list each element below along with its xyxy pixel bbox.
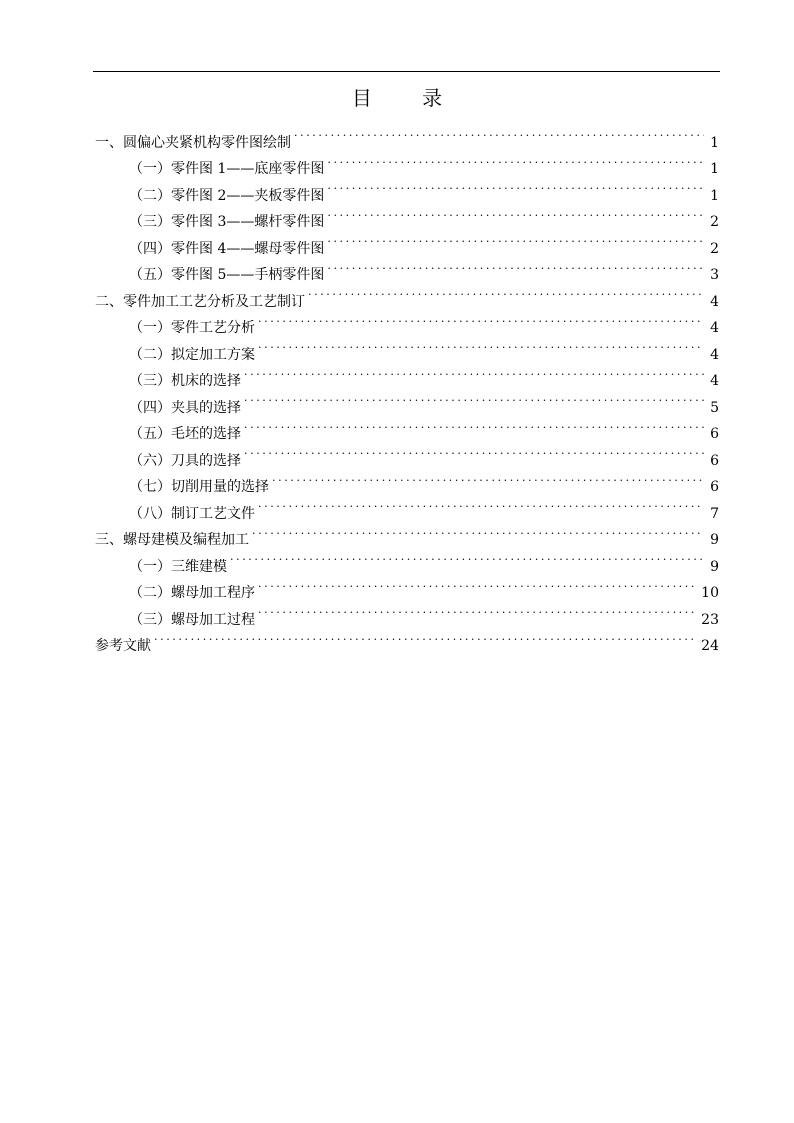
toc-entry-label: （二）拟定加工方案 — [129, 346, 255, 363]
toc-leader-dots — [258, 571, 695, 598]
toc-entry-page: 24 — [701, 638, 719, 654]
toc-entry-page: 6 — [710, 452, 719, 469]
toc-leader-dots — [327, 226, 704, 253]
toc-entry-label: 一、圆偏心夹紧机构零件图绘制 — [95, 134, 291, 151]
toc-entry-label: （八）制订工艺文件 — [129, 505, 255, 522]
toc-entry-label: （三）机床的选择 — [129, 373, 241, 389]
toc-entry-page: 4 — [710, 293, 719, 310]
toc-leader-dots — [294, 120, 704, 147]
toc-leader-dots — [258, 332, 704, 359]
toc-entry-label: （二）零件图 2——夹板零件图 — [129, 187, 325, 204]
toc-leader-dots — [258, 491, 704, 518]
toc-leader-dots — [272, 465, 704, 492]
toc-entry-page: 9 — [710, 558, 719, 575]
toc-entry-page: 6 — [710, 479, 719, 495]
toc-entry-page: 4 — [710, 346, 719, 363]
toc-entry-label: （三）零件图 3——螺杆零件图 — [129, 214, 325, 230]
page-title: 目 录 — [351, 86, 465, 110]
toc-entry-page: 4 — [710, 320, 719, 336]
toc-entry-page: 3 — [710, 267, 719, 283]
toc-entry-page: 4 — [710, 373, 719, 389]
toc-entry-label: （七）切削用量的选择 — [129, 479, 269, 495]
toc-entry-page: 1 — [710, 187, 719, 204]
toc-leader-dots — [244, 438, 704, 465]
toc-entry-label: 参考文献 — [95, 638, 151, 654]
toc-entry[interactable] — [95, 624, 719, 654]
toc-entry-label: （四）零件图 4——螺母零件图 — [129, 240, 325, 257]
toc-entry-page: 5 — [710, 399, 719, 416]
toc-leader-dots — [252, 518, 704, 545]
toc-leader-dots — [327, 253, 704, 280]
toc-entry-page: 1 — [710, 134, 719, 151]
toc-entry-page: 7 — [710, 505, 719, 522]
toc-leader-dots — [244, 385, 704, 412]
table-of-contents — [95, 120, 719, 654]
toc-entry-label: （一）零件图 1——底座零件图 — [129, 161, 325, 177]
toc-entry-label: （四）夹具的选择 — [129, 399, 241, 416]
toc-entry-page: 9 — [710, 532, 719, 548]
toc-leader-dots — [308, 279, 704, 306]
toc-entry-label: （一）三维建模 — [129, 558, 227, 575]
toc-entry-page: 2 — [710, 240, 719, 257]
toc-entry-label: 三、螺母建模及编程加工 — [95, 532, 249, 548]
toc-entry-label: （五）零件图 5——手柄零件图 — [129, 267, 325, 283]
toc-leader-dots — [258, 597, 695, 624]
toc-entry-label: 二、零件加工工艺分析及工艺制订 — [95, 293, 305, 310]
toc-entry-label: （五）毛坯的选择 — [129, 426, 241, 442]
toc-leader-dots — [258, 306, 704, 333]
toc-entry-page: 23 — [701, 611, 719, 628]
toc-entry-label: （二）螺母加工程序 — [129, 585, 255, 601]
header-rule — [93, 71, 720, 72]
toc-leader-dots — [154, 624, 695, 651]
toc-entry-label: （三）螺母加工过程 — [129, 611, 255, 628]
toc-entry[interactable] — [95, 120, 719, 151]
toc-leader-dots — [244, 359, 704, 386]
toc-leader-dots — [244, 412, 704, 439]
toc-entry-page: 1 — [710, 161, 719, 177]
toc-entry-page: 10 — [701, 585, 719, 601]
toc-entry-page: 6 — [710, 426, 719, 442]
toc-leader-dots — [327, 147, 704, 174]
toc-leader-dots — [230, 544, 704, 571]
toc-leader-dots — [327, 200, 704, 227]
toc-leader-dots — [327, 173, 704, 200]
toc-entry-label: （六）刀具的选择 — [129, 452, 241, 469]
toc-entry-page: 2 — [710, 214, 719, 230]
toc-entry-label: （一）零件工艺分析 — [129, 320, 255, 336]
